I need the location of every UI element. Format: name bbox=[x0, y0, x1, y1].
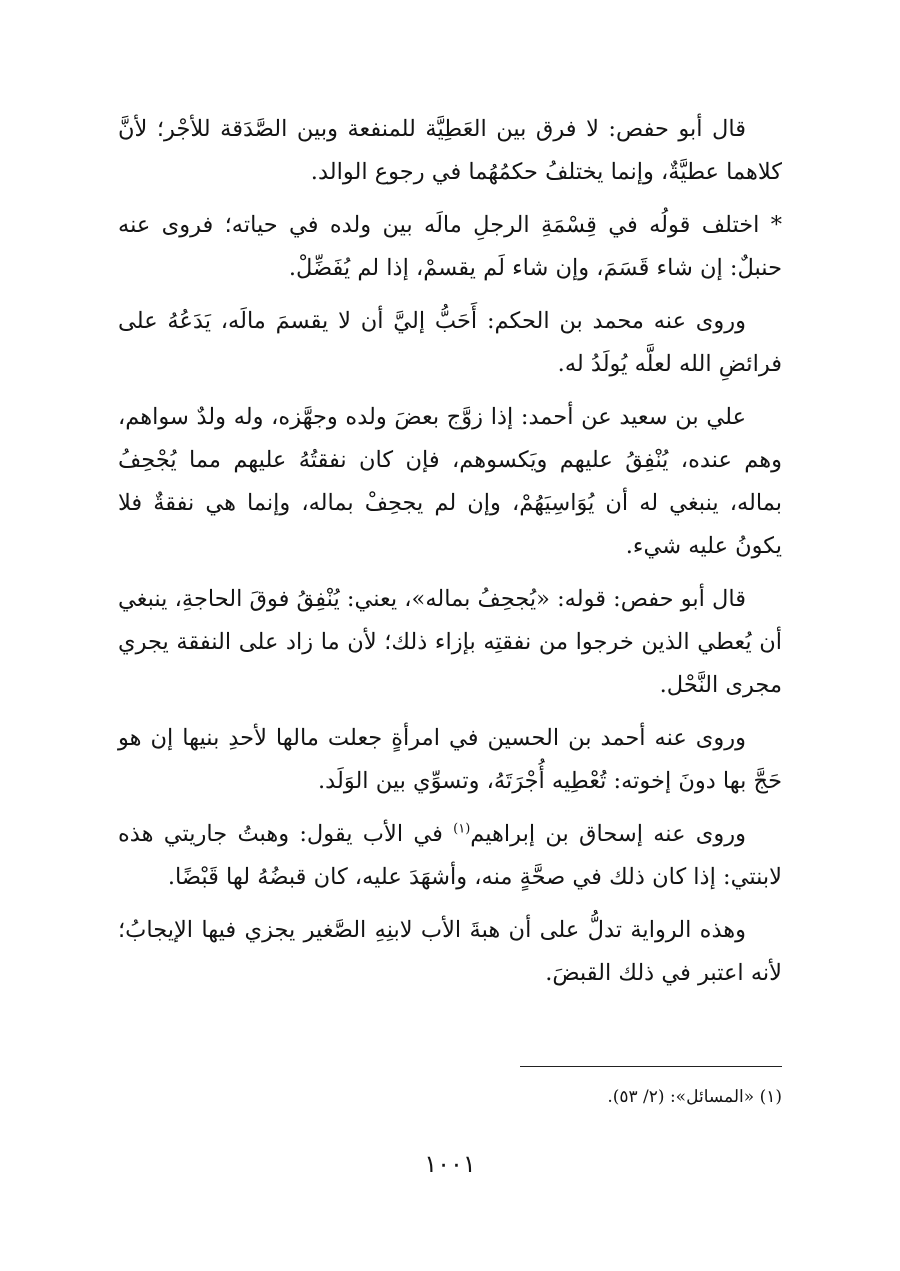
main-text bbox=[118, 108, 782, 1005]
paragraph-abu-hafs-atiyya: قال أبو حفص: لا فرق بين العَطِيَّة للمنفعة وبين الصَّدَقة للأجْر؛ لأنَّ كلاهما عطيَّةٌ، وإنما يختلفُ حكمُهُما في رجوع الوالد. bbox=[118, 116, 782, 185]
ishaq-text-start: وروى عنه إسحاق بن إبراهيم bbox=[470, 821, 747, 847]
footnote-divider bbox=[520, 1066, 782, 1067]
ishaq-text-end: في الأب يقول: وهبتُ جاريتي هذه لابنتي: إذا كان ذلك في صحَّةٍ منه، وأشهَدَ عليه، كان قبضُهُ لها قَبْضًا. bbox=[118, 821, 782, 890]
paragraph-ali-ibn-said: علي بن سعيد عن أحمد: إذا زوَّج بعضَ ولده وجهَّزه، وله ولدٌ سواهم، وهم عنده، يُنْفِقُ عليهم ويَكسوهم، فإن كان نفقتُهُ عليهم مما يُجْحِفُ بماله، ينبغي له أن يُوَاسِيَهُمْ، وإن لم يجحِفْ بماله، وإنما هي نفقةٌ فلا يكونُ عليه شيء. bbox=[118, 404, 782, 559]
footnote: (١) «المسائل»: (٢/ ٥٣). bbox=[607, 1087, 782, 1107]
paragraph-qisma-hanbal: * اختلف قولُه في قِسْمَةِ الرجلِ مالَه بين ولده في حياته؛ فروى عنه حنبلٌ: إن شاء قَسَمَ، وإن شاء لَم يقسمْ، إذا لم يُفَضِّلْ. bbox=[118, 212, 782, 281]
paragraph-abu-hafs-yujhif: قال أبو حفص: قوله: «يُجحِفُ بماله»، يعني: يُنْفِقُ فوقَ الحاجةِ، ينبغي أن يُعطي الذين خرجوا من نفقتِه بإزاء ذلك؛ لأن ما زاد على النفقة يجري مجرى النَّحْل. bbox=[118, 586, 782, 698]
paragraph-ishaq bbox=[118, 813, 782, 899]
paragraph-ibn-alhakam: وروى عنه محمد بن الحكم: أَحَبُّ إليَّ أن لا يقسمَ مالَه، يَدَعُهُ على فرائضِ الله لعلَّه يُولَدُ له. bbox=[118, 308, 782, 377]
page-number: ١٠٠١ bbox=[424, 1150, 476, 1178]
footnote-reference: (١) bbox=[453, 821, 471, 837]
paragraph-hiba-ruling: وهذه الرواية تدلُّ على أن هبةَ الأب لابنِهِ الصَّغير يجزي فيها الإيجابُ؛ لأنه اعتبر في ذلك القبضَ. bbox=[118, 917, 782, 986]
paragraph-ahmad-ibn-alhusayn: وروى عنه أحمد بن الحسين في امرأةٍ جعلت مالها لأحدِ بنيها إن هو حَجَّ بها دونَ إخوته: تُعْطِيه أُجْرَتَهُ، وتسوِّي بين الوَلَد. bbox=[118, 725, 782, 794]
